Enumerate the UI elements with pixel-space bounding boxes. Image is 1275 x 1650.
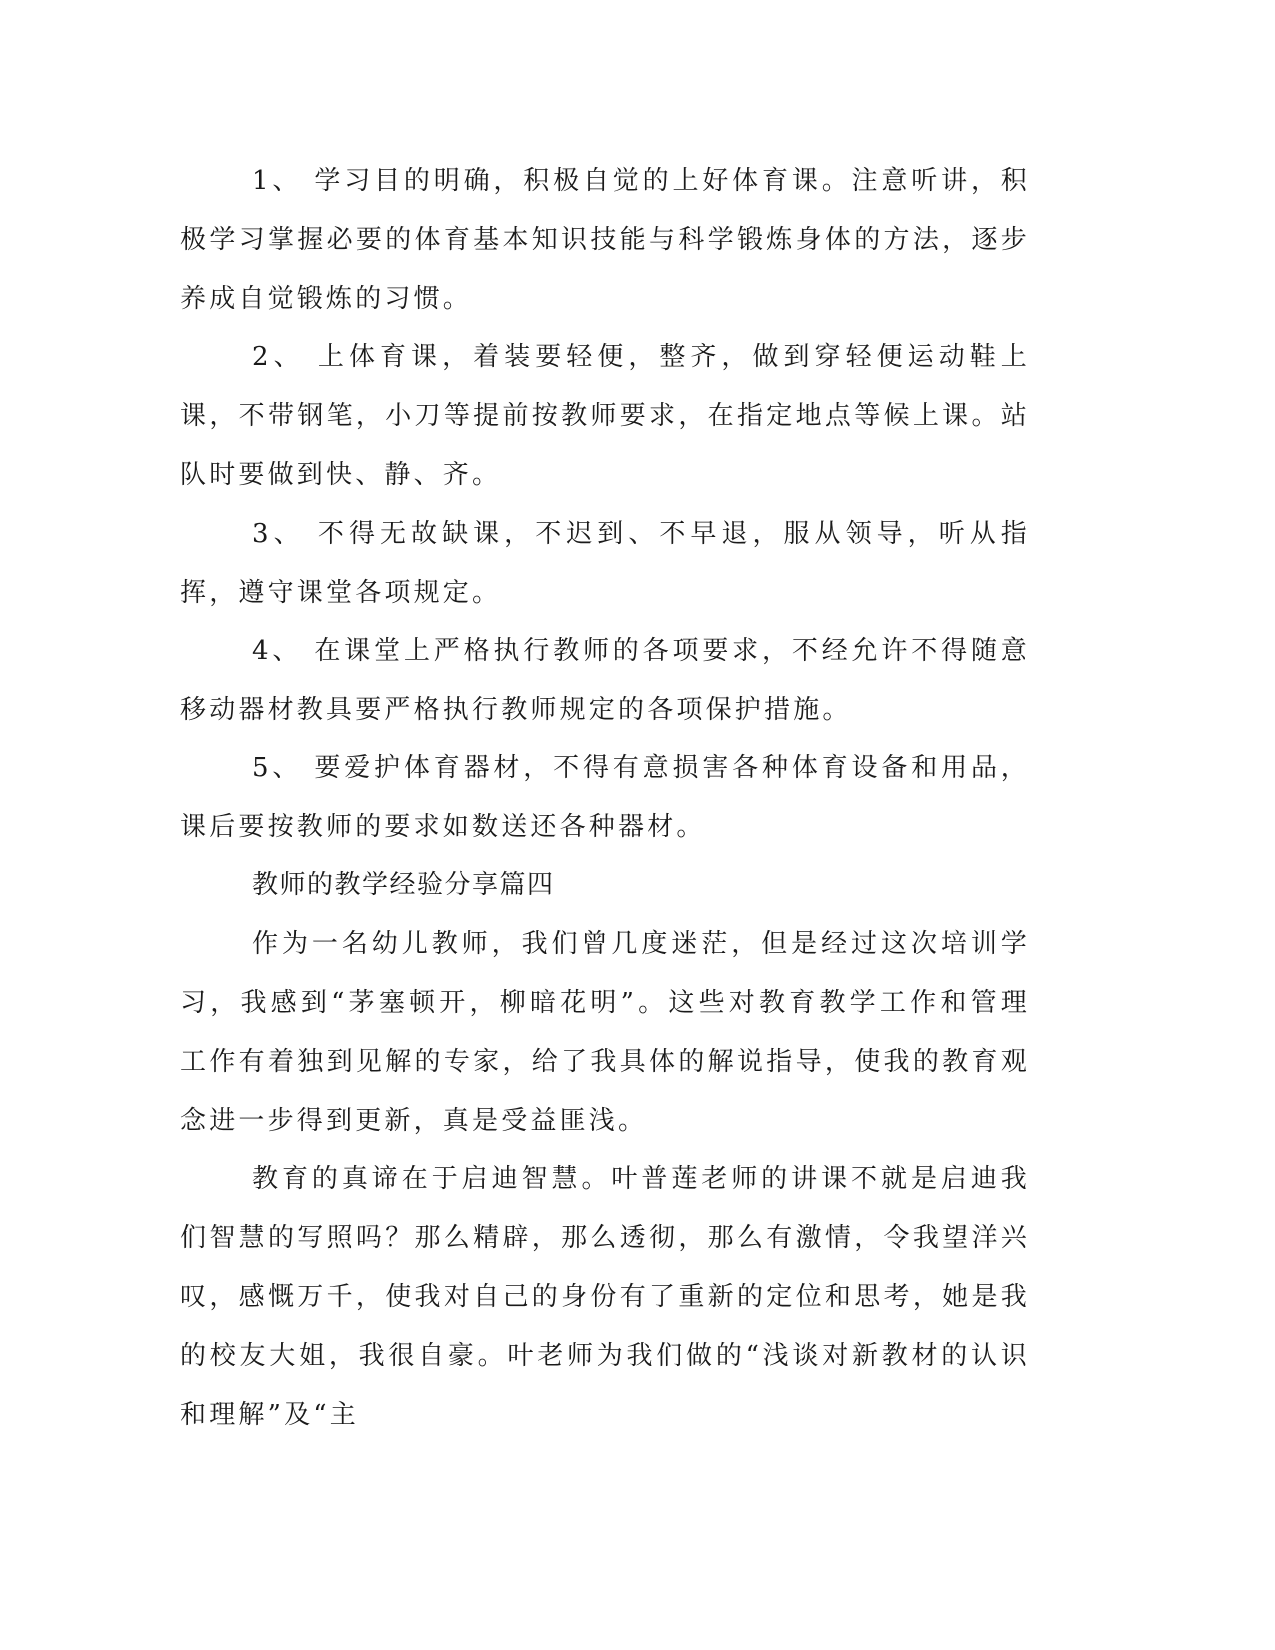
rule-item-3: 3、 不得无故缺课，不迟到、不早退，服从领导，听从指挥，遵守课堂各项规定。	[180, 519, 1030, 608]
rule-item-5: 5、 要爱护体育器材，不得有意损害各种体育设备和用品，课后要按教师的要求如数送还各种器材。	[180, 753, 1030, 842]
section-heading: 教师的教学经验分享篇四	[252, 870, 555, 900]
rule-item-2: 2、 上体育课，着装要轻便，整齐，做到穿轻便运动鞋上课，不带钢笔，小刀等提前按教师要求，在指定地点等候上课。站队时要做到快、静、齐。	[180, 342, 1030, 490]
body-paragraph-1: 作为一名幼儿教师，我们曾几度迷茫，但是经过这次培训学习，我感到“茅塞顿开，柳暗花明”。这些对教育教学工作和管理工作有着独到见解的专家，给了我具体的解说指导，使我的教育观念进一步得到更新，真是受益匪浅。	[180, 929, 1030, 1136]
rule-item-1: 1、 学习目的明确，积极自觉的上好体育课。注意听讲，积极学习掌握必要的体育基本知识技能与科学锻炼身体的方法，逐步养成自觉锻炼的习惯。	[180, 166, 1030, 314]
rule-item-4: 4、 在课堂上严格执行教师的各项要求，不经允许不得随意移动器材教具要严格执行教师规定的各项保护措施。	[180, 636, 1030, 725]
body-paragraph-2: 教育的真谛在于启迪智慧。叶普莲老师的讲课不就是启迪我们智慧的写照吗？那么精辟，那么透彻，那么有激情，令我望洋兴叹，感慨万千，使我对自己的身份有了重新的定位和思考，她是我的校友大姐，我很自豪。叶老师为我们做的“浅谈对新教材的认识和理解”及“主	[180, 1164, 1030, 1430]
